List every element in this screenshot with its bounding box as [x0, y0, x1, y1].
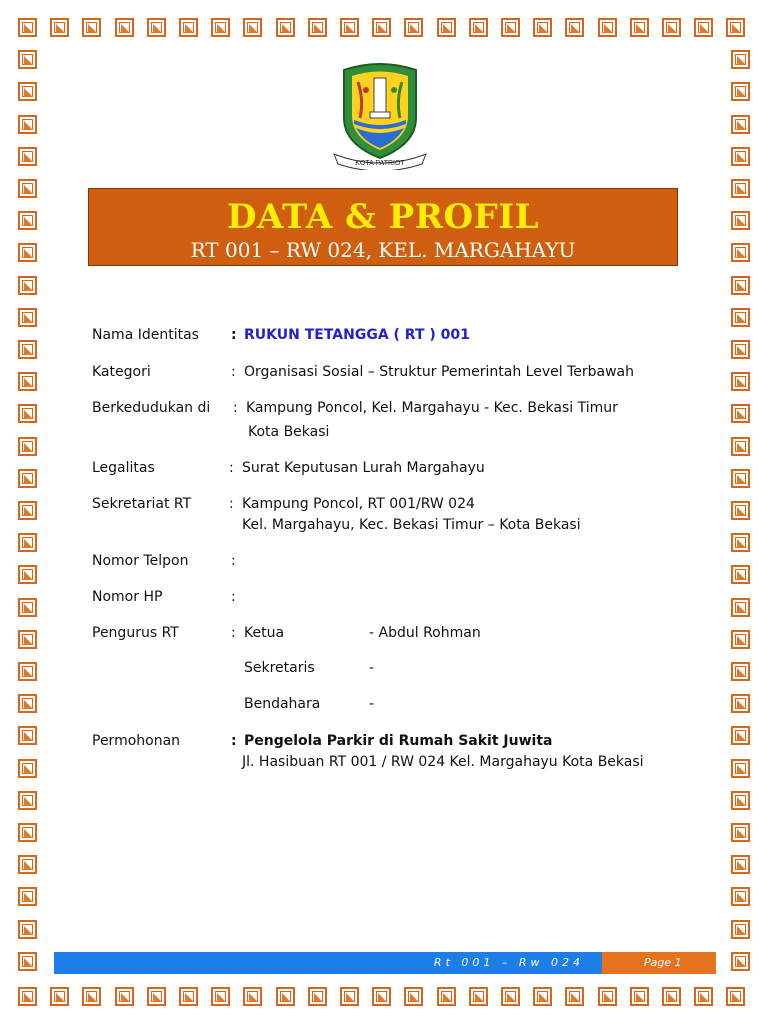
kota-bekasi-emblem — [330, 60, 430, 170]
pengurus-role: Ketua — [244, 625, 285, 641]
footer-rt-rw-bar: Rt 001 – Rw 024 — [54, 952, 602, 974]
value-berkedudukan-line1: Kampung Poncol, Kel. Margahayu - Kec. Bekasi Timur — [246, 400, 618, 416]
border-tile — [404, 987, 423, 1006]
border-tile — [18, 920, 37, 939]
border-tile — [694, 18, 713, 37]
border-tile — [469, 18, 488, 37]
label-berkedudukan: Berkedudukan di — [92, 400, 211, 416]
border-tile — [662, 18, 681, 37]
border-tile — [18, 211, 37, 230]
border-tile — [731, 565, 750, 584]
border-tile — [18, 630, 37, 649]
emblem-ribbon-text: KOTA PATRIOT — [355, 160, 405, 167]
border-tile — [726, 987, 745, 1006]
value-permohonan-line2: Jl. Hasibuan RT 001 / RW 024 Kel. Margahayu Kota Bekasi — [242, 754, 644, 770]
border-tile — [731, 694, 750, 713]
border-tile — [18, 469, 37, 488]
border-tile — [731, 791, 750, 810]
colon: : — [231, 625, 236, 641]
border-tile — [372, 18, 391, 37]
border-tile — [18, 404, 37, 423]
colon: : — [231, 364, 236, 380]
border-tile — [469, 987, 488, 1006]
label-nomor-telpon: Nomor Telpon — [92, 553, 189, 569]
border-tile — [731, 404, 750, 423]
border-tile — [731, 501, 750, 520]
colon: : — [231, 327, 237, 343]
border-tile — [211, 18, 230, 37]
border-tile — [147, 987, 166, 1006]
border-tile — [372, 987, 391, 1006]
colon: : — [231, 733, 237, 749]
border-tile — [437, 987, 456, 1006]
border-tile — [50, 18, 69, 37]
label-pengurus: Pengurus RT — [92, 625, 179, 641]
border-tile — [731, 759, 750, 778]
label-nomor-hp: Nomor HP — [92, 589, 163, 605]
border-tile — [115, 18, 134, 37]
border-tile — [82, 987, 101, 1006]
border-tile — [18, 952, 37, 971]
border-tile — [726, 18, 745, 37]
border-tile — [179, 18, 198, 37]
border-tile — [115, 987, 134, 1006]
border-tile — [18, 791, 37, 810]
border-tile — [211, 987, 230, 1006]
border-tile — [147, 18, 166, 37]
border-tile — [404, 18, 423, 37]
border-tile — [18, 823, 37, 842]
border-tile — [18, 372, 37, 391]
border-tile — [731, 276, 750, 295]
pengurus-name: - — [369, 660, 375, 676]
pengurus-name: - Abdul Rohman — [369, 625, 481, 641]
colon: : — [233, 400, 238, 416]
border-tile — [18, 147, 37, 166]
border-tile — [18, 598, 37, 617]
border-tile — [598, 987, 617, 1006]
border-tile — [82, 18, 101, 37]
border-tile — [18, 308, 37, 327]
border-tile — [18, 18, 37, 37]
border-tile — [50, 987, 69, 1006]
value-nama-identitas: RUKUN TETANGGA ( RT ) 001 — [244, 327, 470, 343]
colon: : — [229, 496, 234, 512]
border-tile — [276, 18, 295, 37]
border-tile — [18, 887, 37, 906]
border-tile — [501, 18, 520, 37]
border-tile — [731, 437, 750, 456]
border-tile — [598, 18, 617, 37]
border-tile — [18, 340, 37, 359]
pengurus-role: Bendahara — [244, 696, 321, 712]
border-tile — [662, 987, 681, 1006]
border-tile — [731, 340, 750, 359]
border-tile — [731, 598, 750, 617]
value-permohonan-line1: Pengelola Parkir di Rumah Sakit Juwita — [244, 733, 553, 749]
border-tile — [731, 179, 750, 198]
border-tile — [18, 565, 37, 584]
border-tile — [731, 469, 750, 488]
border-tile — [18, 276, 37, 295]
border-tile — [308, 18, 327, 37]
border-tile — [340, 18, 359, 37]
border-tile — [731, 887, 750, 906]
border-tile — [18, 50, 37, 69]
colon: : — [231, 553, 236, 569]
border-tile — [731, 726, 750, 745]
pengurus-name: - — [369, 696, 375, 712]
border-tile — [276, 987, 295, 1006]
value-sekretariat-line1: Kampung Poncol, RT 001/RW 024 — [242, 496, 475, 512]
border-tile — [18, 759, 37, 778]
border-tile — [630, 987, 649, 1006]
border-tile — [18, 694, 37, 713]
border-tile — [18, 115, 37, 134]
value-sekretariat-line2: Kel. Margahayu, Kec. Bekasi Timur – Kota Bekasi — [242, 517, 581, 533]
label-permohonan: Permohonan — [92, 733, 181, 749]
border-tile — [731, 82, 750, 101]
border-tile — [731, 211, 750, 230]
border-tile — [340, 987, 359, 1006]
border-tile — [731, 920, 750, 939]
value-berkedudukan-line2: Kota Bekasi — [248, 424, 330, 440]
border-tile — [731, 662, 750, 681]
border-tile — [18, 243, 37, 262]
border-tile — [533, 18, 552, 37]
border-tile — [731, 533, 750, 552]
border-tile — [18, 855, 37, 874]
border-tile — [243, 987, 262, 1006]
border-tile — [18, 82, 37, 101]
border-tile — [731, 308, 750, 327]
colon: : — [229, 460, 234, 476]
page-title: DATA & PROFIL — [226, 197, 540, 237]
border-tile — [731, 147, 750, 166]
label-kategori: Kategori — [92, 364, 151, 380]
border-tile — [18, 501, 37, 520]
border-tile — [18, 533, 37, 552]
border-tile — [731, 855, 750, 874]
border-tile — [731, 823, 750, 842]
border-tile — [533, 987, 552, 1006]
border-tile — [18, 726, 37, 745]
label-legalitas: Legalitas — [92, 460, 155, 476]
border-tile — [437, 18, 456, 37]
value-kategori: Organisasi Sosial – Struktur Pemerintah Level Terbawah — [244, 364, 634, 380]
border-tile — [731, 952, 750, 971]
label-nama-identitas: Nama Identitas — [92, 327, 199, 343]
border-tile — [243, 18, 262, 37]
border-tile — [18, 662, 37, 681]
border-tile — [18, 437, 37, 456]
border-tile — [731, 372, 750, 391]
page-subtitle: RT 001 – RW 024, KEL. MARGAHAYU — [190, 238, 576, 262]
border-tile — [694, 987, 713, 1006]
border-tile — [565, 18, 584, 37]
border-tile — [18, 987, 37, 1006]
border-tile — [18, 179, 37, 198]
pengurus-role: Sekretaris — [244, 660, 315, 676]
title-banner — [88, 188, 678, 266]
border-tile — [179, 987, 198, 1006]
border-tile — [731, 50, 750, 69]
border-tile — [731, 630, 750, 649]
border-tile — [731, 243, 750, 262]
label-sekretariat: Sekretariat RT — [92, 496, 192, 512]
border-tile — [565, 987, 584, 1006]
value-legalitas: Surat Keputusan Lurah Margahayu — [242, 460, 485, 476]
border-tile — [501, 987, 520, 1006]
border-tile — [731, 115, 750, 134]
border-tile — [308, 987, 327, 1006]
footer-page-number: Page 1 — [602, 952, 716, 974]
colon: : — [231, 589, 236, 605]
border-tile — [630, 18, 649, 37]
